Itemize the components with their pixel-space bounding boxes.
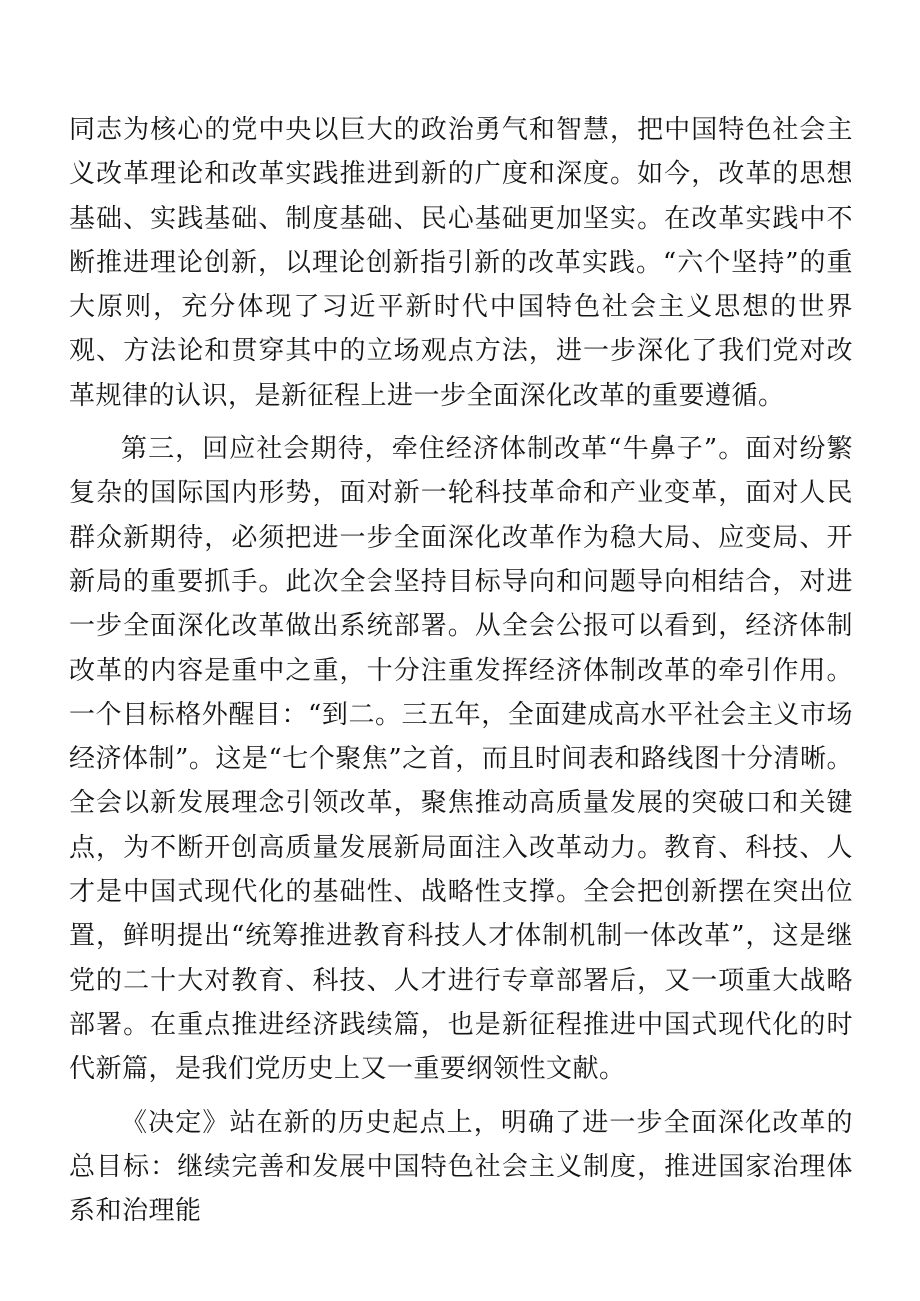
paragraph-1: 同志为核心的党中央以巨大的政治勇气和智慧，把中国特色社会主义改革理论和改革实践推进到新的广度和深度。如今，改革的思想基础、实践基础、制度基础、民心基础更加坚实。在改革实践中不断推进理论创新，以理论创新指引新的改革实践。“六个坚持”的重大原则，充分体现了习近平新时代中国特色社会主义思想的世界观、方法论和贯穿其中的立场观点方法，进一步深化了我们党对改革规律的认识，是新征程上进一步全面深化改革的重要遵循。 [69, 115, 853, 411]
paragraph-2: 第三，回应社会期待，牵住经济体制改革“牛鼻子”。面对纷繁复杂的国际国内形势，面对新一轮科技革命和产业变革，面对人民群众新期待，必须把进一步全面深化改革作为稳大局、应变局、开新局的重要抓手。此次全会坚持目标导向和问题导向相结合，对进一步全面深化改革做出系统部署。从全会公报可以看到，经济体制改革的内容是重中之重，十分注重发挥经济体制改革的牵引作用。一个目标格外醒目：“到二。三五年，全面建成高水平社会主义市场经济体制”。这是“七个聚焦”之首，而且时间表和路线图十分清晰。全会以新发展理念引领改革，聚焦推动高质量发展的突破口和关键点，为不断开创高质量发展新局面注入改革动力。教育、科技、人才是中国式现代化的基础性、战略性支撑。全会把创新摆在突出位置，鲜明提出“统筹推进教育科技人才体制机制一体改革”，这是继党的二十大对教育、科技、人才进行专章部署后，又一项重大战略部署。在重点推进经济践续篇，也是新征程推进中国式现代化的时代新篇，是我们党历史上又一重要纲领性文献。 [69, 434, 853, 1085]
document-body [69, 108, 853, 1233]
paragraph-3: 《决定》站在新的历史起点上，明确了进一步全面深化改革的总目标：继续完善和发展中国特色社会主义制度，推进国家治理体系和治理能 [69, 1107, 853, 1227]
